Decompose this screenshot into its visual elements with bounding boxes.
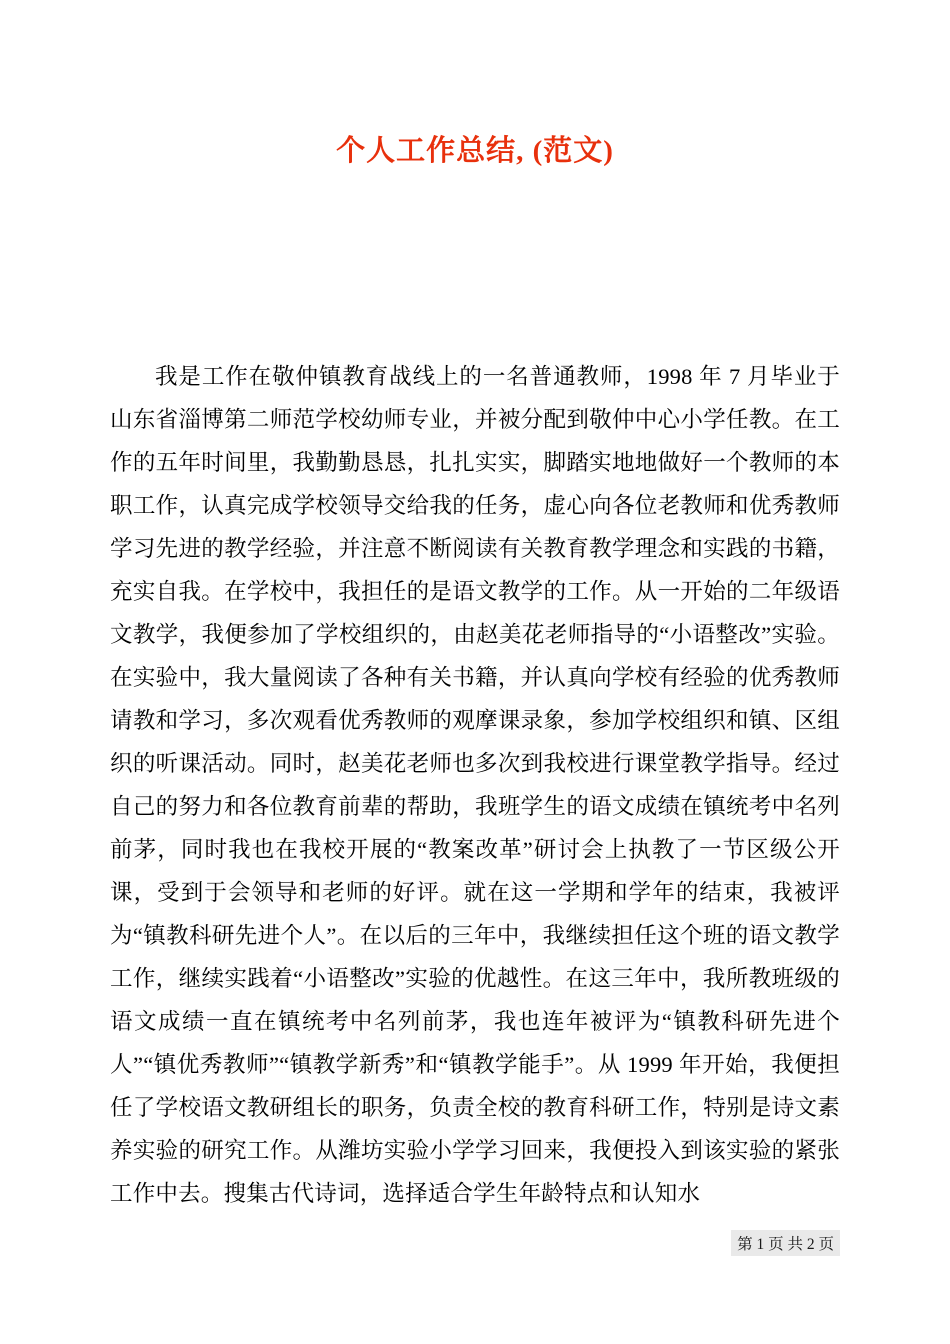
document-body [110, 355, 840, 1215]
page-number-indicator: 第 1 页 共 2 页 [731, 1230, 840, 1256]
body-paragraph: 我是工作在敬仲镇教育战线上的一名普通教师，1998 年 7 月毕业于山东省淄博第二师范学校幼师专业，并被分配到敬仲中心小学任教。在工作的五年时间里，我勤勤恳恳，扎扎实实，脚踏实地地做好一个教师的本职工作，认真完成学校领导交给我的任务，虚心向各位老教师和优秀教师学习先进的教学经验，并注意不断阅读有关教育教学理念和实践的书籍，充实自我。在学校中，我担任的是语文教学的工作。从一开始的二年级语文教学，我便参加了学校组织的，由赵美花老师指导的“小语整改”实验。在实验中，我大量阅读了各种有关书籍，并认真向学校有经验的优秀教师请教和学习，多次观看优秀教师的观摩课录象，参加学校组织和镇、区组织的听课活动。同时，赵美花老师也多次到我校进行课堂教学指导。经过自己的努力和各位教育前辈的帮助，我班学生的语文成绩在镇统考中名列前茅，同时我也在我校开展的“教案改革”研讨会上执教了一节区级公开课，受到于会领导和老师的好评。就在这一学期和学年的结束，我被评为“镇教科研先进个人”。在以后的三年中，我继续担任这个班的语文教学工作，继续实践着“小语整改”实验的优越性。在这三年中，我所教班级的语文成绩一直在镇统考中名列前茅，我也连年被评为“镇教科研先进个人”“镇优秀教师”“镇教学新秀”和“镇教学能手”。从 1999 年开始，我便担任了学校语文教研组长的职务，负责全校的教育科研工作，特别是诗文素养实验的研究工作。从潍坊实验小学学习回来，我便投入到该实验的紧张工作中去。搜集古代诗词，选择适合学生年龄特点和认知水 [110, 364, 840, 1206]
page-title: 个人工作总结, (范文) [336, 135, 614, 167]
